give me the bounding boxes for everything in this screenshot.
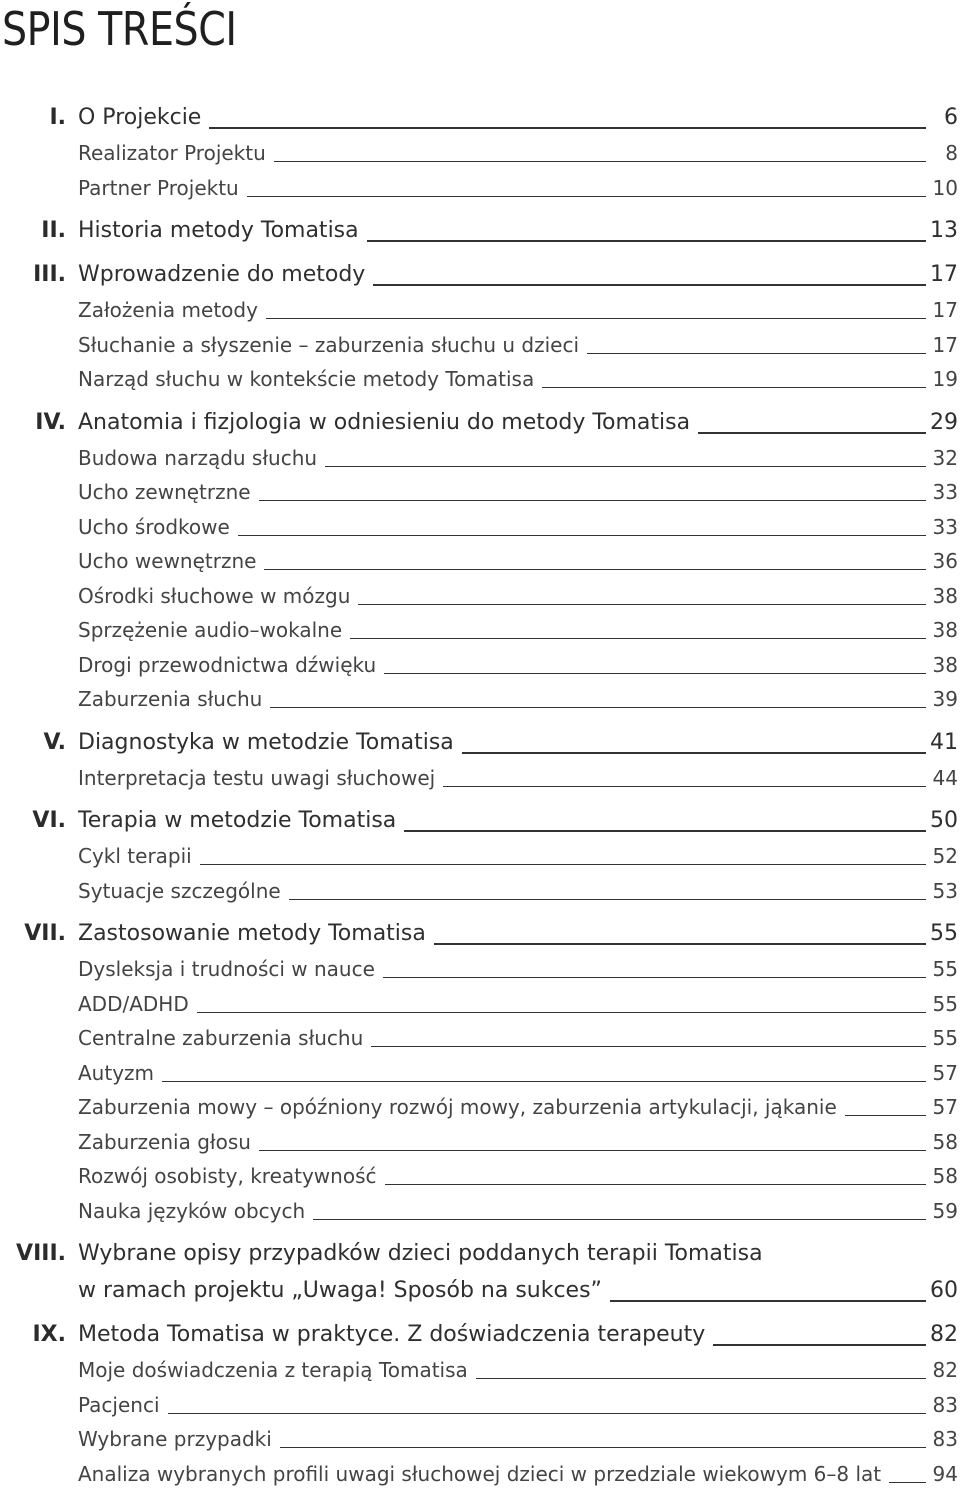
toc-entry [0,136,960,170]
toc-chapter-number: VI. [32,808,66,833]
toc-entry [0,1090,960,1124]
toc-entry [0,544,960,578]
toc-leader-line [78,864,926,865]
toc-title: Pacjenci [78,1388,168,1422]
toc-entry [0,839,960,873]
toc-chapter-number: IX. [32,1322,66,1347]
toc-title: Anatomia i fizjologia w odniesieniu do metody Tomatisa [78,406,698,440]
toc-title: Analiza wybranych profili uwagi słuchowej dzieci w przedziale wiekowym 6–8 lat [78,1457,889,1491]
toc-page-number: 59 [930,1194,958,1228]
toc-title: Wprowadzenie do metody [78,258,373,292]
toc-page-number: 58 [930,1125,958,1159]
toc-page-number: 29 [927,406,958,440]
toc-entry [0,952,960,986]
toc-title: Zaburzenia mowy – opóźniony rozwój mowy, zaburzenia artykulacji, jąkanie [78,1090,845,1124]
toc-page-number: 17 [927,258,958,292]
toc-page-number: 57 [930,1056,958,1090]
toc-title: Zaburzenia słuchu [78,682,270,716]
toc-page-number: 55 [930,987,958,1021]
toc-entry [0,613,960,647]
toc-leader-line [78,1081,926,1082]
toc-page-number: 44 [930,761,958,795]
toc-entry [0,510,960,544]
toc-chapter [0,258,960,292]
toc-page-number: 38 [930,648,958,682]
toc-title: Realizator Projektu [78,136,274,170]
toc-title: Sprzężenie audio–wokalne [78,613,350,647]
toc-title: Dysleksja i trudności w nauce [78,952,383,986]
toc-chapter [0,726,960,760]
toc-entry [0,362,960,396]
toc-chapter [0,917,960,951]
toc-title: Diagnostyka w metodzie Tomatisa [78,726,462,760]
toc-entry [0,1056,960,1090]
toc-page-number: 41 [927,726,958,760]
toc-entry [0,761,960,795]
toc-page-number: 83 [930,1422,958,1456]
toc-chapter [0,101,960,135]
toc-entry [0,328,960,362]
toc-title: Zaburzenia głosu [78,1125,259,1159]
toc-leader-line [78,1413,926,1414]
toc-entry [0,1021,960,1055]
toc-entry [0,1388,960,1422]
toc-page-number: 17 [930,293,958,327]
toc-entry [0,648,960,682]
toc-chapter-number: II. [41,218,66,243]
toc-page-number: 17 [930,328,958,362]
toc-title: Wybrane przypadki [78,1422,280,1456]
toc-page-number: 57 [930,1090,958,1124]
toc-title: Nauka języków obcych [78,1194,313,1228]
toc-title: Centralne zaburzenia słuchu [78,1021,371,1055]
toc-page-number: 55 [930,1021,958,1055]
toc-entry [0,1353,960,1387]
toc-page-number: 58 [930,1159,958,1193]
toc-chapter-continuation [0,1274,960,1308]
toc-entry [0,171,960,205]
toc-page-number: 33 [930,475,958,509]
toc-entry [0,293,960,327]
toc-title: Metoda Tomatisa w praktyce. Z doświadczenia terapeuty [78,1318,713,1352]
toc-chapter-number: VIII. [16,1241,66,1266]
toc-chapter-number: III. [33,262,66,287]
toc-page-number: 52 [930,839,958,873]
toc-title: Historia metody Tomatisa [78,214,367,248]
toc-page-number: 82 [927,1318,958,1352]
toc-page-number: 8 [942,136,958,170]
toc-title: Wybrane opisy przypadków dzieci poddanych terapii Tomatisa [78,1241,763,1266]
toc-page-number: 19 [930,362,958,396]
toc-entry [0,1194,960,1228]
toc-title: Cykl terapii [78,839,200,873]
toc-title: ADD/ADHD [78,987,197,1021]
toc-page-number: 6 [941,101,958,135]
toc-chapter-number: VII. [24,921,66,946]
toc-title: Budowa narządu słuchu [78,441,325,475]
toc-title: Moje doświadczenia z terapią Tomatisa [78,1353,476,1387]
toc-title: Interpretacja testu uwagi słuchowej [78,761,443,795]
toc-title: Partner Projektu [78,171,247,205]
toc-entry [0,475,960,509]
toc-entry [0,1159,960,1193]
toc-page-number: 33 [930,510,958,544]
toc-title: O Projekcie [78,101,209,135]
toc-title: Ucho wewnętrzne [78,544,264,578]
toc-title: Zastosowanie metody Tomatisa [78,917,434,951]
toc-chapter [0,1318,960,1352]
toc-title: Rozwój osobisty, kreatywność [78,1159,385,1193]
toc-title: Narząd słuchu w kontekście metody Tomatisa [78,362,542,396]
toc-page-number: 55 [930,952,958,986]
toc-chapter [0,214,960,248]
toc-page-number: 50 [927,804,958,838]
toc-entry [0,1422,960,1456]
toc-title: Słuchanie a słyszenie – zaburzenia słuchu u dzieci [78,328,587,362]
page-title: SPIS TREŚCI [2,2,237,56]
toc-title: w ramach projektu „Uwaga! Sposób na sukces” [78,1274,610,1308]
toc-page-number: 60 [927,1274,958,1308]
toc-entry [0,1457,960,1491]
toc-title: Autyzm [78,1056,162,1090]
toc-chapter-number: V. [43,729,66,755]
toc-title: Założenia metody [78,293,266,327]
toc-page-number: 82 [930,1353,958,1387]
toc-chapter [0,406,960,440]
toc-page-number: 53 [930,874,958,908]
toc-page-number: 36 [930,544,958,578]
toc-page-number: 38 [930,579,958,613]
toc-chapter [0,804,960,838]
toc-title: Terapia w metodzie Tomatisa [78,804,404,838]
toc-title: Drogi przewodnictwa dźwięku [78,648,384,682]
toc-chapter-number: IV. [35,409,66,435]
toc-title: Ucho zewnętrzne [78,475,259,509]
toc-page-number: 38 [930,613,958,647]
toc-page-number: 32 [930,441,958,475]
toc-page-number: 83 [930,1388,958,1422]
toc-title: Ucho środkowe [78,510,238,544]
toc-chapter [0,1237,960,1271]
toc-entry [0,682,960,716]
toc-entry [0,987,960,1021]
toc-title: Sytuacje szczególne [78,874,289,908]
toc-page-number: 10 [930,171,958,205]
toc-entry [0,1125,960,1159]
toc-page-number: 94 [930,1457,958,1491]
toc-page-number: 13 [927,214,958,248]
toc-entry [0,874,960,908]
toc-page-number: 39 [930,682,958,716]
toc-title: Ośrodki słuchowe w mózgu [78,579,358,613]
toc-leader-line [78,1012,926,1013]
toc-entry [0,441,960,475]
toc-page-number: 55 [927,917,958,951]
toc-chapter-number: I. [49,105,66,130]
toc-entry [0,579,960,613]
